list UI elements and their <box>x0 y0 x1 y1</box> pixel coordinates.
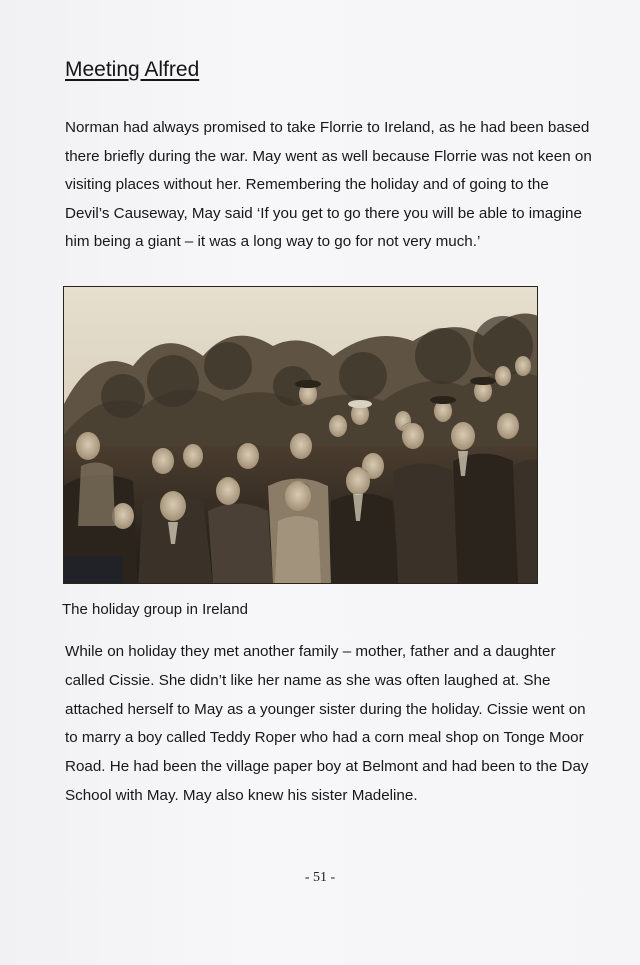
paragraph-intro: Norman had always promised to take Florrie to Ireland, as he had been based there briefly during the war. May went as well because Florrie was not keen on visiting places without her. Remembering the holiday and of going to the Devil’s Causeway, May said ‘If you get to go there you will be able to imagine him being a giant – it was a long way to go for not very much.’ <box>65 119 592 250</box>
photo-caption: The holiday group in Ireland <box>62 601 248 618</box>
page-title: Meeting Alfred <box>65 58 200 81</box>
group-photo-icon <box>63 286 538 584</box>
holiday-group-photo <box>63 286 538 584</box>
page-number: - 51 - <box>304 870 336 885</box>
paragraph-holiday: While on holiday they met another family – mother, father and a daughter called Cissie. She didn’t like her name as she was often laughed at. She attached herself to May as a younger sister during the holiday. Cissie went on to marry a boy called Teddy Roper who had a corn meal shop on Tonge Moor Road. He had been the village paper boy at Belmont and had been to the Day School with May. May also knew his sister Madeline. <box>65 643 589 804</box>
